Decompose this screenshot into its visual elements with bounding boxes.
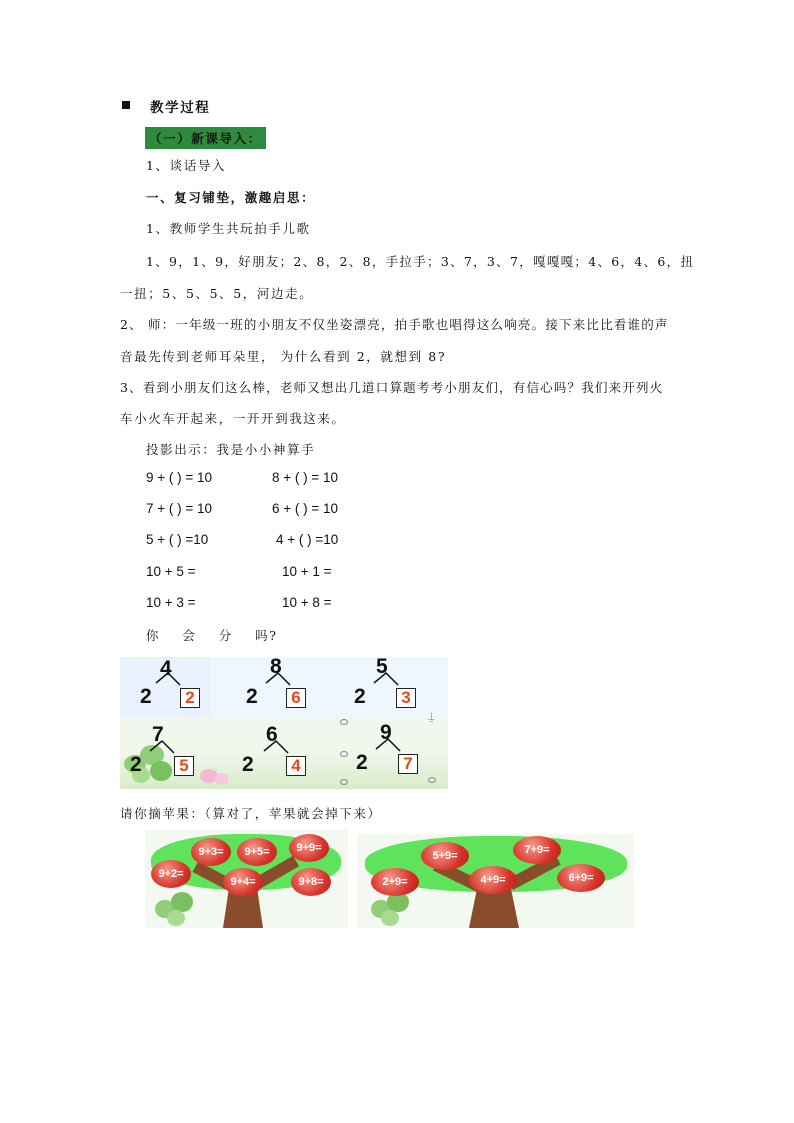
bond-top: 4 [160, 657, 172, 680]
bond-answer: 5 [174, 756, 194, 776]
number-bond [242, 723, 332, 782]
bond-top: 7 [152, 723, 164, 746]
text-line-3: 1、教师学生共玩拍手儿歌 [146, 221, 311, 236]
text-line-4: 1、9，1、9，好朋友；2、8，2、8，手拉手；3、7，3、7，嘎嘎嘎；4、6，4、6，扭 [146, 254, 695, 269]
bond-left: 2 [130, 753, 142, 776]
apple-item[interactable]: 7+9= [513, 836, 561, 864]
number-bond [354, 721, 444, 780]
apple-item[interactable]: 9+9= [289, 834, 329, 862]
bond-top: 6 [266, 723, 278, 746]
text-line-5: 一扭；5、5、5、5，河边走。 [120, 286, 314, 301]
text-line-2: 一、复习铺垫，激趣启思： [146, 190, 316, 205]
equation: 6 + ( ) = 10 [272, 501, 339, 516]
equation: 5 + ( ) =10 [146, 532, 209, 547]
apple-item[interactable]: 6+9= [557, 864, 605, 892]
bond-answer: 4 [286, 756, 306, 776]
bond-top: 5 [376, 657, 388, 678]
number-bond [354, 659, 444, 714]
bond-top: 8 [270, 657, 282, 678]
number-bond [134, 659, 224, 714]
equation: 7 + ( ) = 10 [146, 501, 213, 516]
number-bond-panel [120, 657, 448, 789]
text-line-8: 3、看到小朋友们这么棒，老师又想出几道口算题考考小朋友们，有信心吗？我们来开列火 [120, 380, 664, 395]
bond-answer: 7 [398, 754, 418, 774]
equation: 10 + 8 = [282, 595, 332, 610]
bond-answer: 6 [286, 688, 306, 708]
apple-item[interactable]: 4+9= [469, 866, 517, 894]
apple-item[interactable]: 9+8= [291, 868, 331, 896]
bond-left: 2 [356, 751, 368, 774]
text-line-10: 投影出示：我是小小神算手 [146, 442, 316, 457]
apple-item[interactable]: 9+3= [191, 838, 231, 866]
apple-item[interactable]: 9+5= [237, 838, 277, 866]
apple-item[interactable]: 9+4= [223, 868, 263, 896]
apple-item[interactable]: 5+9= [421, 842, 469, 870]
highlight-heading: （一）新课导入： [145, 127, 266, 149]
apple-item[interactable]: 9+2= [151, 860, 191, 888]
equation: 9 + ( ) = 10 [146, 470, 213, 485]
text-line-7: 音最先传到老师耳朵里， 为什么看到 2，就想到 8? [120, 349, 447, 364]
equation: 10 + 3 = [146, 595, 196, 610]
text-line-12: 请你摘苹果：（算对了，苹果就会掉下来） [120, 806, 382, 821]
apple-tree-picture-2 [357, 834, 634, 928]
section-bullet-icon [122, 101, 130, 109]
text-line-9: 车小火车开起来，一开开到我这来。 [120, 411, 346, 426]
equation: 10 + 1 = [282, 564, 332, 579]
text-line-1: 1、谈话导入 [146, 158, 227, 173]
equation: 8 + ( ) = 10 [272, 470, 339, 485]
bond-left: 2 [140, 685, 152, 708]
bond-answer: 2 [180, 688, 200, 708]
equation: 4 + ( ) =10 [276, 532, 339, 547]
text-line-11: 你 会 分 吗? [146, 628, 278, 643]
section-title: 教学过程 [150, 100, 211, 116]
text-line-6: 2、 师：一年级一班的小朋友不仅坐姿漂亮，拍手歌也唱得这么响亮。接下来比比看谁的声 [120, 317, 669, 332]
pin-icon: ⍊ [428, 710, 435, 723]
bond-answer: 3 [396, 688, 416, 708]
bond-left: 2 [246, 685, 258, 708]
bond-left: 2 [242, 753, 254, 776]
bond-left: 2 [354, 685, 366, 708]
number-bond [244, 659, 334, 714]
apple-tree-picture-1 [145, 830, 348, 928]
bond-top: 9 [380, 721, 392, 744]
apple-item[interactable]: 2+9= [371, 868, 419, 896]
number-bond [130, 723, 220, 782]
equation: 10 + 5 = [146, 564, 196, 579]
